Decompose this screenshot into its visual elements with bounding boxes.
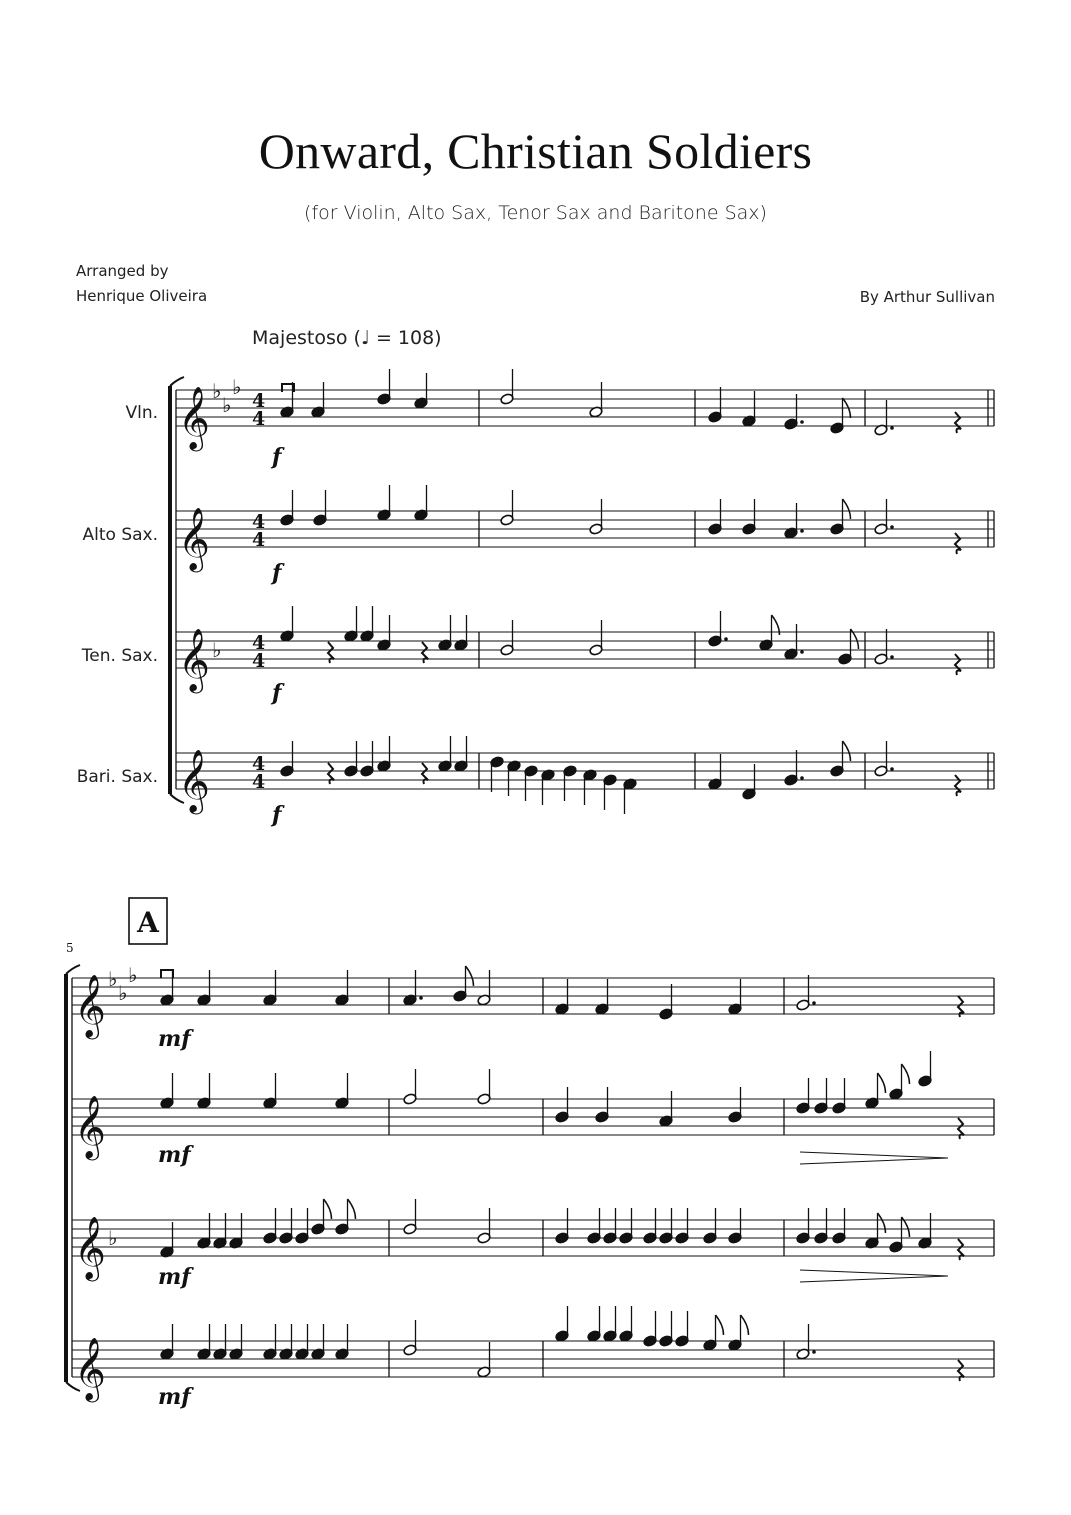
- quarter-note-icon: ♩: [360, 327, 370, 349]
- quarter-rest-icon: [955, 775, 961, 796]
- quarter-rest-icon: [422, 642, 428, 663]
- flag: [716, 1315, 724, 1335]
- time-signatures: [252, 390, 265, 793]
- time-sig-bottom: 4: [252, 771, 266, 793]
- flat-icon: ♭: [108, 1226, 118, 1250]
- quarter-rest-icon: [955, 412, 961, 433]
- flat-icon: ♭: [118, 981, 128, 1005]
- instrument-label-tenor: Ten. Sax.: [81, 646, 158, 666]
- quarter-rest-icon: [328, 642, 334, 663]
- dynamic-mezzo-forte: mf: [158, 1264, 191, 1290]
- staff-alto-1: [176, 511, 994, 547]
- treble-clef-icon: 𝄞: [178, 507, 210, 570]
- staff-tenor-1: [176, 632, 994, 668]
- dot: [890, 426, 894, 430]
- staff-violin-2: [72, 978, 994, 1014]
- decrescendo-hairpin: [800, 1152, 948, 1164]
- flat-icon: ♭: [232, 375, 242, 399]
- treble-clef-icon: 𝄞: [74, 1216, 106, 1279]
- rehearsal-mark: A: [137, 906, 159, 939]
- arranger-name: Henrique Oliveira: [76, 287, 208, 305]
- dynamic-mezzo-forte: mf: [158, 1384, 191, 1410]
- barlines-system-2: [72, 978, 994, 1377]
- treble-clef-icon: 𝄞: [178, 386, 210, 449]
- treble-clef-icon: 𝄞: [74, 974, 106, 1037]
- time-sig-top: 4: [252, 753, 266, 775]
- staff-tenor-2: [72, 1220, 994, 1256]
- arranger-label: Arranged by: [76, 262, 169, 280]
- flag: [741, 1315, 749, 1335]
- dot: [812, 1001, 816, 1005]
- score-title: Onward, Christian Soldiers: [258, 123, 813, 179]
- quarter-rest-icon: [328, 763, 334, 784]
- flag: [878, 1213, 886, 1233]
- treble-clef-icon: 𝄞: [74, 1337, 106, 1400]
- dynamic-forte: f: [272, 560, 282, 586]
- dot: [890, 655, 894, 659]
- flat-icon: ♭: [222, 393, 232, 417]
- flat-icon: ♭: [128, 963, 138, 987]
- instrument-label-violin: Vln.: [125, 403, 158, 423]
- treble-clef-icon: 𝄞: [74, 1095, 106, 1158]
- quarter-rest-icon: [958, 1239, 964, 1260]
- flag: [843, 741, 851, 761]
- dynamic-mezzo-forte: mf: [158, 1142, 191, 1168]
- tempo-text: Majestoso (: [252, 327, 361, 349]
- dot: [800, 420, 804, 424]
- flag: [843, 499, 851, 519]
- decrescendo-hairpin: [800, 1270, 948, 1282]
- down-bow-icon: [161, 970, 173, 978]
- flag: [324, 1199, 332, 1219]
- time-sig-top: 4: [252, 511, 266, 533]
- staff-bari-2: [72, 1341, 994, 1377]
- hairpins: [800, 1152, 948, 1282]
- instrument-label-bari: Bari. Sax.: [76, 767, 158, 787]
- score-subtitle: (for Violin, Alto Sax, Tenor Sax and Baritone Sax): [304, 202, 767, 224]
- tempo-value: = 108): [369, 327, 442, 349]
- barlines-system-1: [176, 390, 994, 789]
- flag: [878, 1073, 886, 1093]
- quarter-rest-icon: [955, 654, 961, 675]
- dynamic-forte: f: [272, 680, 282, 706]
- flat-icon: ♭: [108, 967, 118, 991]
- staff-violin-1: [176, 390, 994, 426]
- quarter-rest-icon: [422, 763, 428, 784]
- dot: [812, 1350, 816, 1354]
- dot: [724, 637, 728, 641]
- dot: [800, 529, 804, 533]
- dot: [890, 767, 894, 771]
- staff-alto-2: [72, 1099, 994, 1135]
- composer-credit: By Arthur Sullivan: [859, 288, 995, 306]
- dot: [419, 996, 423, 1000]
- time-sig-bottom: 4: [252, 408, 266, 430]
- key-signatures: [108, 375, 241, 1250]
- treble-clef-icon: 𝄞: [178, 628, 210, 691]
- time-sig-bottom: 4: [252, 650, 266, 672]
- flag: [348, 1199, 356, 1219]
- quarter-rest-icon: [958, 1118, 964, 1139]
- treble-clef-icon: 𝄞: [178, 749, 210, 812]
- time-sig-top: 4: [252, 632, 266, 654]
- flat-icon: ♭: [212, 379, 222, 403]
- quarter-rest-icon: [955, 533, 961, 554]
- measure-number: 5: [66, 941, 74, 955]
- dynamic-mezzo-forte: mf: [158, 1026, 191, 1052]
- dot: [800, 776, 804, 780]
- dynamics: [158, 444, 285, 1410]
- dynamic-forte: f: [272, 802, 282, 828]
- flag: [466, 966, 474, 986]
- dynamic-forte: f: [272, 444, 282, 470]
- time-sig-bottom: 4: [252, 529, 266, 551]
- time-sig-top: 4: [252, 390, 266, 412]
- quarter-rest-icon: [958, 1360, 964, 1381]
- dot: [800, 650, 804, 654]
- dot: [890, 525, 894, 529]
- flag: [902, 1064, 910, 1084]
- flat-icon: ♭: [212, 638, 222, 662]
- instrument-label-alto: Alto Sax.: [82, 525, 158, 545]
